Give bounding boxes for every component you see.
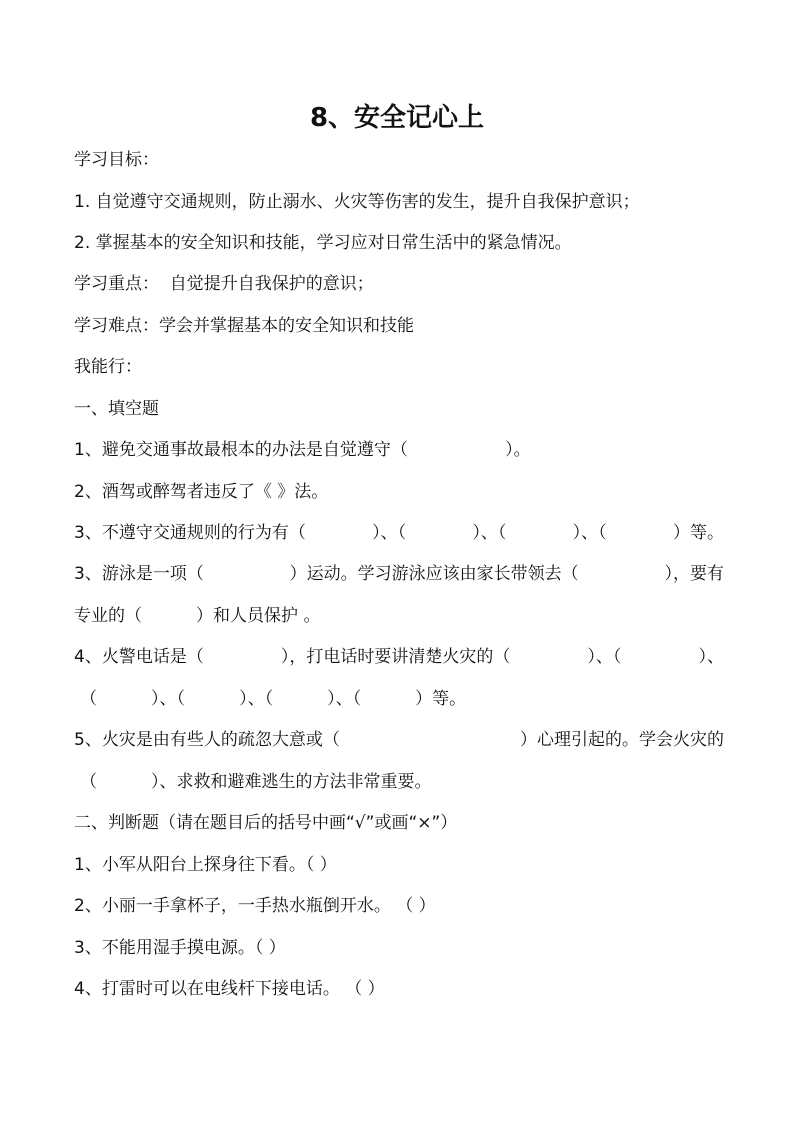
fill-question-fire-cause-line-1 [74, 728, 724, 752]
fill-blank-heading: 一、填空题 [74, 399, 159, 419]
fire-call-part: ）、 [698, 647, 724, 667]
judge-question-1: 1、小军从阳台上探身往下看。（ ） [74, 855, 337, 875]
fill-question-swim-line-2: 专业的（ ）和人员保护 。 [74, 606, 321, 626]
swim-part: ），要有 [664, 564, 724, 584]
fire-cause-part: 5、火灾是由有些人的疏忽大意或（ [74, 730, 340, 750]
fill-question-fire-cause-line-2: （ ）、求救和避难逃生的方法非常重要。 [80, 772, 432, 792]
difficulty: 学习难点：学会并掌握基本的安全知识和技能 [74, 316, 414, 336]
fill-question-1: 1、避免交通事故最根本的办法是自觉遵守（ ）。 [74, 440, 531, 460]
fill-question-3 [74, 521, 724, 545]
fill-question-2: 2、酒驾或醉驾者违反了《 》法。 [74, 482, 329, 502]
objectives-heading: 学习目标： [74, 150, 159, 170]
fire-call-part: 4、火警电话是（ [74, 647, 204, 667]
key-point: 学习重点： 自觉提升自我保护的意识； [74, 274, 374, 294]
page-title: 8、安全记心上 [309, 103, 485, 133]
judge-question-2: 2、小丽一手拿杯子，一手热水瓶倒开水。 （ ） [74, 896, 436, 916]
fire-cause-part: ）心理引起的。学会火灾的 [520, 730, 724, 750]
i-can-heading: 我能行： [74, 357, 142, 377]
fire-call-part: ）、（ [587, 647, 622, 667]
q3-part: 3、不遵守交通规则的行为有（ [74, 523, 306, 543]
q3-part: ）、（ [572, 523, 607, 543]
swim-part: 3、游泳是一项（ [74, 564, 204, 584]
q3-part: ）等。 [672, 523, 724, 543]
judge-question-4: 4、打雷时可以在电线杆下接电话。 （ ） [74, 979, 385, 999]
q3-part: ）、（ [372, 523, 407, 543]
fill-question-fire-call-line-1 [74, 645, 724, 669]
fill-question-swim-line-1 [74, 562, 724, 586]
fill-question-fire-call-line-2: （ ）、（ ）、（ ）、（ ）等。 [80, 689, 467, 709]
judge-question-3: 3、不能用湿手摸电源。（ ） [74, 938, 286, 958]
judge-heading: 二、判断题（请在题目后的括号中画“√”或画“×”） [74, 813, 458, 833]
swim-part: ）运动。学习游泳应该由家长带领去（ [289, 564, 579, 584]
objective-item-2: 2. 掌握基本的安全知识和技能，学习应对日常生活中的紧急情况。 [74, 233, 572, 253]
fire-call-part: ），打电话时要讲清楚火灾的（ [280, 647, 511, 667]
q3-part: ）、（ [472, 523, 507, 543]
objective-item-1: 1. 自觉遵守交通规则，防止溺水、火灾等伤害的发生，提升自我保护意识； [74, 192, 640, 212]
